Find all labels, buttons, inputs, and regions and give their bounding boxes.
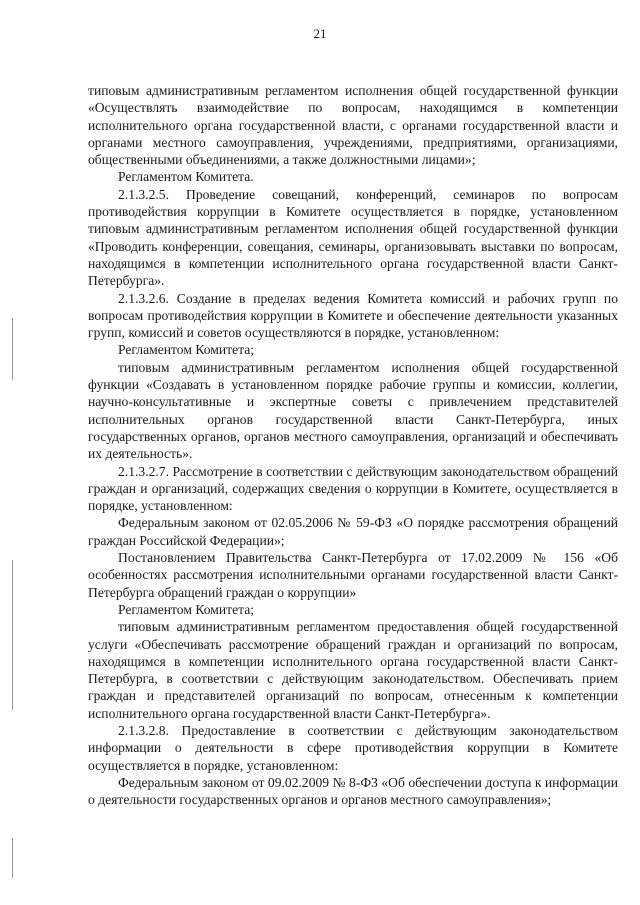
paragraph: Регламентом Комитета. bbox=[118, 169, 254, 185]
paragraph: 2.1.3.2.8. Предоставление в соответствии с действующим законодательством информации о деятельности в сфере противодействия коррупции в Комитете осуществляется в порядке, установленном: bbox=[88, 722, 618, 773]
paragraph: Регламентом Комитета; bbox=[118, 342, 255, 358]
scan-margin-mark bbox=[12, 560, 13, 710]
paragraph: Постановлением Правительства Санкт-Петербурга от 17.02.2009 № 156 «Об особенностях рассмотрения исполнительными органами государственной власти Санкт-Петербурга обращений граждан о коррупции» bbox=[88, 550, 618, 600]
paragraph: типовым административным регламентом исполнения общей государственной функции «Осуществлять взаимодействие по вопросам, находящимся в компетенции исполнительного органа государственной власти, с органами государственной власти и органами местного самоуправления, учреждениями, предприятиями, организациями, общественными объединениями, а также должностными лицами»; bbox=[88, 83, 618, 168]
scan-margin-mark bbox=[12, 838, 13, 878]
paragraph: Федеральным законом от 02.05.2006 № 59-ФЗ «О порядке рассмотрения обращений граждан Российской Федерации»; bbox=[88, 515, 618, 548]
paragraph: 2.1.3.2.6. Создание в пределах ведения Комитета комиссий и рабочих групп по вопросам противодействия коррупции в Комитете и обеспечение деятельности указанных групп, комиссий и советов осуществляются в порядке, установленном: bbox=[88, 290, 618, 341]
page-number: 21 bbox=[313, 26, 327, 41]
paragraph: 2.1.3.2.5. Проведение совещаний, конференций, семинаров по вопросам противодействия коррупции в Комитете осуществляется в порядке, установленном типовым административным регламентом исполнения общей государственной функции «Проводить конференции, совещания, семинары, организовывать выставки по вопросам, находящимся в компетенции исполнительного органа государственной власти Санкт-Петербурга». bbox=[88, 186, 618, 289]
paragraph: 2.1.3.2.7. Рассмотрение в соответствии с действующим законодательством обращений граждан и организаций, содержащих сведения о коррупции в Комитете, осуществляется в порядке, установленном: bbox=[88, 463, 618, 514]
paragraph: Федеральным законом от 09.02.2009 № 8-ФЗ «Об обеспечении доступа к информации о деятельности государственных органов и органов местного самоуправления»; bbox=[88, 774, 618, 808]
scan-margin-mark bbox=[12, 318, 13, 380]
paragraph: Регламентом Комитета; bbox=[118, 601, 255, 617]
paragraph: типовым административным регламентом предоставления общей государственной услуги «Обеспечивать рассмотрение обращений граждан и организаций по вопросам, находящимся в компетенции исполнительного органа государственной власти Санкт-Петербурга, в соответствии с действующим законодательством. Обеспечивать прием граждан и представителей организаций по вопросам, отнесенным к компетенции исполнительного органа государственной власти Санкт-Петербурга». bbox=[88, 619, 618, 721]
document-body bbox=[88, 82, 618, 808]
paragraph: типовым административным регламентом исполнения общей государственной функции «Создавать в установленном порядке рабочие группы и комиссии, коллегии, научно-консультативные и экспертные советы с привлечением представителей исполнительных органов государственной власти Санкт-Петербурга, иных государственных органов, органов местного самоуправления, организаций и обеспечивать их деятельность». bbox=[88, 359, 618, 462]
